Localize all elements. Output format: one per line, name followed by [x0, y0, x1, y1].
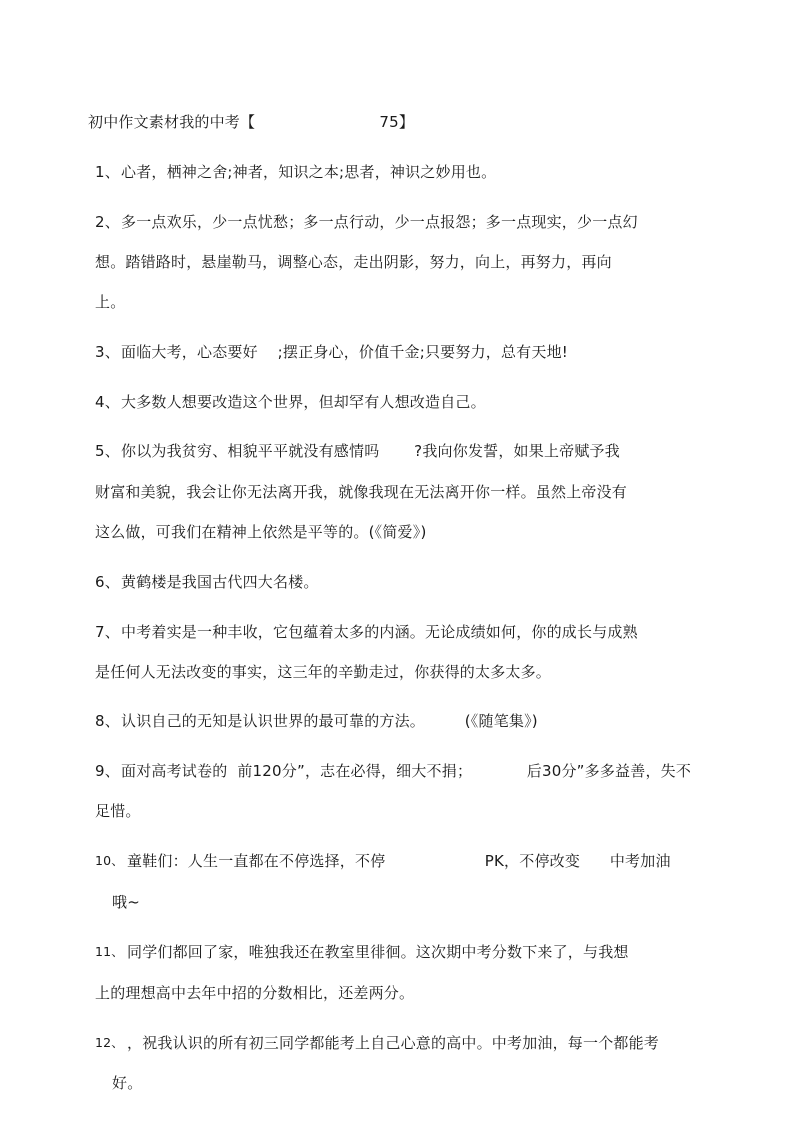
item-2-number: 2、	[95, 213, 120, 231]
item-7-text: 中考着实是一种丰收，它包蕴着太多的内涵。无论成绩如何，你的成长与成熟	[121, 623, 638, 641]
item-6-number: 6、	[95, 573, 120, 591]
item-10-text: 童鞋们：人生一直都在不停选择，不停 PK，不停改变 中考加油	[127, 852, 671, 870]
item-2-text: 想。踏错路时，悬崖勒马，调整心态，走出阴影，努力，向上，再努力，再向	[95, 253, 612, 271]
item-12-number: 12、	[95, 1035, 125, 1050]
item-9-text: 面对高考试卷的 前120分”，志在必得，细大不捐； 后30分”多多益善，失不	[121, 762, 692, 780]
item-9-text: 足惜。	[95, 802, 141, 820]
item-9-number: 9、	[95, 762, 120, 780]
item-5-text: 这么做，可我们在精神上依然是平等的。(《简爱》)	[95, 523, 427, 541]
item-10-number: 10、	[95, 853, 125, 868]
item-5-text: 财富和美貌，我会让你无法离开我，就像我现在无法离开你一样。虽然上帝没有	[95, 483, 628, 501]
item-1-number: 1、	[95, 163, 120, 181]
item-10-text: 哦~	[112, 893, 140, 911]
item-3-number: 3、	[95, 343, 120, 361]
item-12-text: ，祝我认识的所有初三同学都能考上自己心意的高中。中考加油，每一个都能考	[127, 1034, 660, 1052]
item-8-text: 认识自己的无知是认识世界的最可靠的方法。 (《随笔集》)	[121, 712, 538, 730]
item-5-text: 你以为我贫穷、相貌平平就没有感情吗 ?我向你发誓，如果上帝赋予我	[121, 442, 620, 460]
item-11-text: 同学们都回了家，唯独我还在教室里徘徊。这次期中考分数下来了，与我想	[127, 943, 629, 961]
item-11-text: 上的理想高中去年中招的分数相比，还差两分。	[95, 984, 415, 1002]
item-11-number: 11、	[95, 944, 125, 959]
item-2-text: 多一点欢乐，少一点忧愁；多一点行动，少一点报怨；多一点现实，少一点幻	[121, 213, 638, 231]
page-title: 初中作文素材我的中考【 75】	[88, 113, 415, 131]
item-8-number: 8、	[95, 712, 120, 730]
item-7-text: 是任何人无法改变的事实，这三年的辛勤走过，你获得的太多太多。	[95, 663, 552, 681]
item-4-number: 4、	[95, 393, 120, 411]
item-6-text: 黄鹤楼是我国古代四大名楼。	[121, 573, 319, 591]
item-12-text: 好。	[112, 1074, 143, 1092]
item-1-text: 心者，栖神之舍;神者，知识之本;思者，神识之妙用也。	[121, 163, 497, 181]
item-3-text: 面临大考，心态要好 ;摆正身心，价值千金;只要努力，总有天地!	[121, 343, 568, 361]
item-7-number: 7、	[95, 623, 120, 641]
item-5-number: 5、	[95, 442, 120, 460]
item-4-text: 大多数人想要改造这个世界，但却罕有人想改造自己。	[121, 393, 486, 411]
item-2-text: 上。	[95, 293, 126, 311]
